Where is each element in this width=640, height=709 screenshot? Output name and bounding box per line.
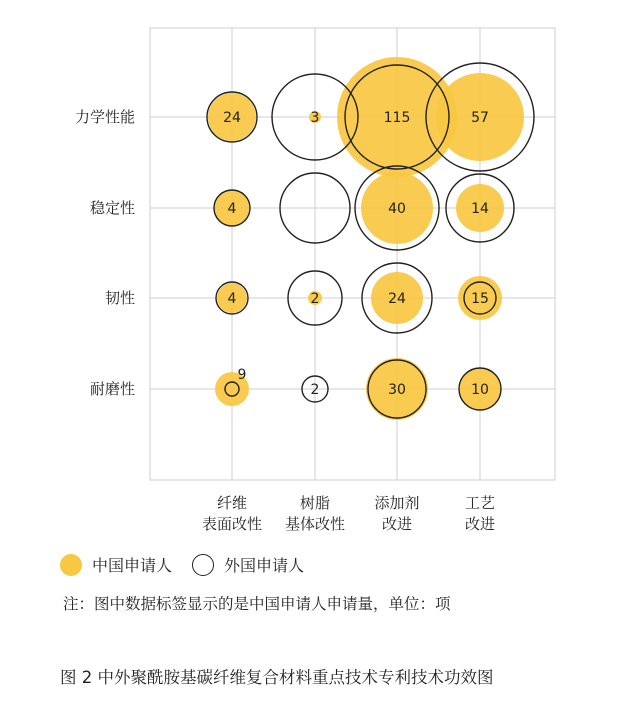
bubble-value-label: 10 xyxy=(471,382,489,398)
bubble-value-label: 40 xyxy=(388,201,406,217)
y-category-label: 力学性能 xyxy=(74,108,135,126)
figure-caption: 图 2 中外聚酰胺基碳纤维复合材料重点技术专利技术功效图 xyxy=(60,668,494,687)
bubble-value-label: 14 xyxy=(471,201,489,217)
x-category-label: 添加剂 xyxy=(374,494,420,512)
y-category-label: 韧性 xyxy=(104,289,135,307)
bubble-value-label: 24 xyxy=(388,291,406,307)
x-category-label: 树脂 xyxy=(299,494,331,512)
bubble-value-label: 2 xyxy=(310,382,320,398)
legend-item-cn xyxy=(60,553,172,576)
bubble-value-label: 115 xyxy=(383,110,411,126)
x-category-label: 改进 xyxy=(381,515,413,533)
legend-swatch-cn xyxy=(60,554,82,576)
x-category-label: 基体改性 xyxy=(284,515,346,533)
bubble-value-label: 57 xyxy=(471,110,489,126)
legend-label-foreign: 外国申请人 xyxy=(224,556,305,575)
legend-label-cn: 中国申请人 xyxy=(92,556,173,575)
bubble-value-label: 2 xyxy=(310,291,320,307)
bubble-value-label: 30 xyxy=(388,382,406,398)
bubble-value-label: 15 xyxy=(471,291,489,307)
y-category-label: 耐磨性 xyxy=(89,380,135,398)
legend-item-foreign xyxy=(192,553,304,576)
legend-swatch-foreign xyxy=(192,554,214,576)
bubble-value-label: 9 xyxy=(237,367,247,383)
legend xyxy=(60,553,324,576)
bubble-value-label: 24 xyxy=(223,110,241,126)
bubble-value-label: 3 xyxy=(310,110,320,126)
x-category-label: 改进 xyxy=(464,515,496,533)
x-category-label: 纤维 xyxy=(216,494,248,512)
bubble-value-label: 4 xyxy=(227,201,237,217)
y-category-label: 稳定性 xyxy=(89,199,135,217)
bubble-value-label: 4 xyxy=(227,291,237,307)
x-category-label: 工艺 xyxy=(464,494,496,512)
x-category-label: 表面改性 xyxy=(201,515,263,533)
chart-note: 注：图中数据标签显示的是中国申请人申请量，单位：项 xyxy=(63,595,451,613)
